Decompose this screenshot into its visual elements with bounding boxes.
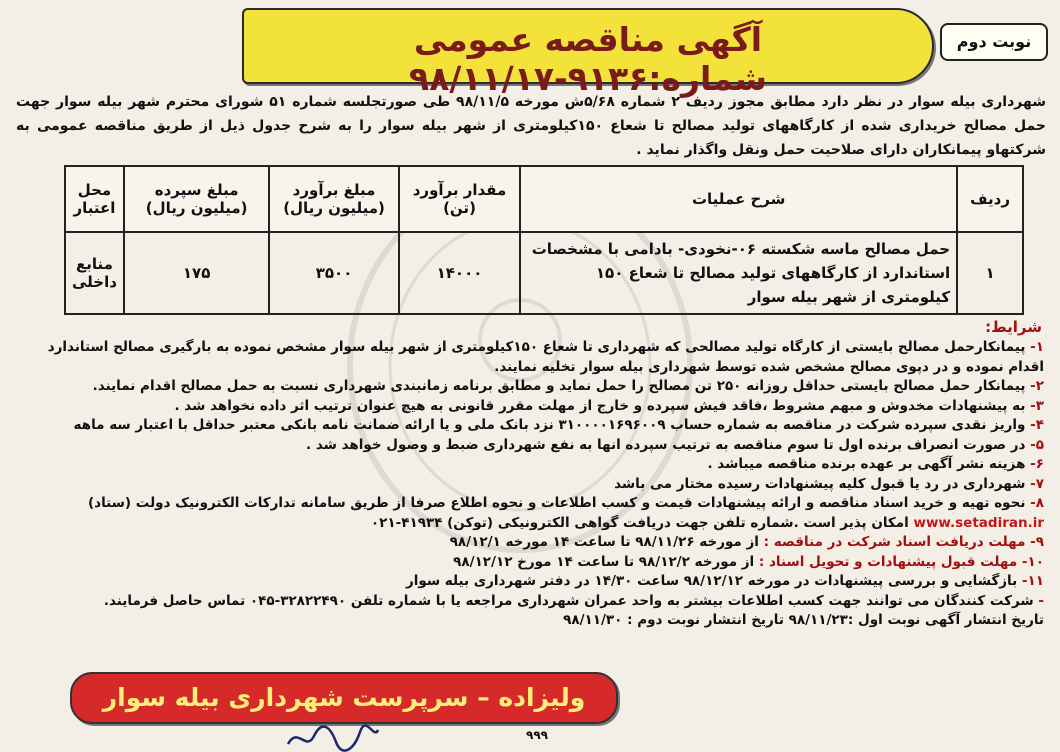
- condition-number: ۶-: [1030, 456, 1044, 472]
- condition-item: [14, 533, 1044, 553]
- signature-banner: ولیزاده – سرپرست شهرداری بیله سوار: [70, 672, 618, 724]
- cell-row: ۱: [957, 232, 1023, 314]
- condition-item: [14, 377, 1044, 397]
- condition-text: واریز نقدی سپرده شرکت در مناقصه به شماره حساب ۳۱۰۰۰۰۱۶۹۶۰۰۹ نزد بانک ملی و یا ارائه ضمانت نامه بانکی معتبر حداقل با اعتبار سه ماهه: [73, 417, 1026, 433]
- col-estimate: مبلغ برآورد (میلیون ریال): [269, 166, 398, 232]
- table-header-row: [65, 166, 1023, 232]
- round-badge: نوبت دوم: [940, 23, 1048, 61]
- notice-title: آگهی مناقصه عمومی شماره:۹۱۳۶-۹۸/۱۱/۱۷: [409, 20, 767, 98]
- condition-item: [14, 397, 1044, 417]
- cell-estimate: ۳۵۰۰: [269, 232, 398, 314]
- handwritten-mark: [284, 722, 380, 752]
- intro-paragraph: شهرداری بیله سوار در نظر دارد مطابق مجوز ردیف ۲ شماره ۵/۶۸ش مورخه ۹۸/۱۱/۵ طی صورتجلسه شماره ۵۱ شورای محترم شهر بیله سوار جهت حمل مصالح خریداری شده از کارگاههای تولید مصالح تا شعاع ۱۵۰کیلومتری از شهر بیله سوار را به شرح جدول ذیل از طریق مناقصه عمومی به شرکتهاو پیمانکاران دارای صلاحیت حمل ونقل واگذار نماید .: [16, 94, 1047, 158]
- condition-item: [14, 494, 1044, 533]
- col-deposit: مبلغ سپرده (میلیون ریال): [124, 166, 269, 232]
- condition-text: به پیشنهادات مخدوش و مبهم مشروط ،فاقد فیش سپرده و خارج از مهلت مقرر قانونی به هیچ عنوان ترتیب اثر داده نخواهد شد .: [174, 397, 1026, 414]
- condition-number: -: [1038, 592, 1044, 609]
- cell-description: حمل مصالح ماسه شکسته ۰۶-نخودی- بادامی با مشخصات استاندارد از کارگاههای تولید مصالح تا شعاع ۱۵۰ کیلومتری از شهر بیله سوار: [520, 232, 957, 314]
- condition-item: [14, 416, 1044, 436]
- col-credit-source: محل اعتبار: [65, 166, 124, 232]
- conditions-list: [14, 338, 1044, 631]
- condition-number: ۸-: [1030, 495, 1044, 511]
- header: [8, 5, 1052, 98]
- publication-dates: [14, 611, 1044, 631]
- condition-text: تاریخ انتشار آگهی نوبت اول :۹۸/۱۱/۲۳ تاریخ انتشار نوبت دوم : ۹۸/۱۱/۳۰: [563, 612, 1044, 628]
- website-link[interactable]: www.setadiran.ir: [913, 514, 1044, 531]
- condition-item: [14, 436, 1044, 456]
- condition-label: مهلت قبول پیشنهادات و تحویل اسناد :: [758, 553, 1018, 570]
- cell-deposit: ۱۷۵: [124, 232, 269, 314]
- condition-label: مهلت دریافت اسناد شرکت در مناقصه :: [763, 534, 1026, 550]
- condition-text: امکان پذیر است .شماره تلفن جهت دریافت گواهی الکترونیکی (توکن) ۴۱۹۳۴-۰۲۱: [370, 514, 909, 531]
- operations-table: [64, 165, 1024, 315]
- conditions-heading: شرایط:: [985, 318, 1042, 336]
- condition-number: ۷-: [1030, 475, 1044, 492]
- condition-text: پیمانکار حمل مصالح بایستی حداقل روزانه ۲۵۰ تن مصالح را حمل نماید و مطابق برنامه زمانبندی شهرداری نسبت به حمل مصالح اقدام نمایند.: [92, 378, 1026, 394]
- condition-item: [14, 338, 1044, 377]
- condition-item: [14, 553, 1044, 573]
- condition-text: شرکت کنندگان می توانند جهت کسب اطلاعات بیشتر به واحد عمران شهرداری مراجعه یا با شماره تلفن ۳۲۸۲۲۴۹۰-۰۴۵ تماس حاصل فرمایند.: [103, 592, 1034, 609]
- condition-number: ۱-: [1030, 339, 1044, 355]
- condition-number: ۵-: [1030, 436, 1044, 453]
- condition-number: ۳-: [1030, 397, 1044, 414]
- condition-text: در صورت انصراف برنده اول تا سوم مناقصه به ترتیب سپرده انها به نفع شهرداری ضبط و وصول خواهد شد .: [306, 436, 1026, 453]
- cell-credit-source: منابع داخلی: [65, 232, 124, 314]
- condition-number: ۹-: [1030, 534, 1044, 550]
- condition-number: ۲-: [1030, 378, 1044, 394]
- table-row: [65, 232, 1023, 314]
- condition-text: پیمانکارحمل مصالح بایستی از کارگاه تولید مصالحی که شهرداری تا شعاع ۱۵۰کیلومتری از شهر بیله سوار مشخص نموده به بارگیری مصالح استاندارد اقدام نموده و در دپوی مصالح مشخص شده توسط شهرداری بیله سوار تخلیه نمایند.: [47, 339, 1044, 375]
- condition-text: از مورخه ۹۸/۱۲/۲ تا ساعت ۱۴ مورخ ۹۸/۱۲/۱۲: [453, 553, 755, 570]
- cell-quantity: ۱۴۰۰۰: [399, 232, 520, 314]
- condition-item: [14, 455, 1044, 475]
- condition-text: هزینه نشر آگهی بر عهده برنده مناقصه میباشد .: [707, 456, 1026, 472]
- col-quantity: مقدار برآورد (تن): [399, 166, 520, 232]
- condition-item: [14, 592, 1044, 612]
- condition-item: [14, 572, 1044, 592]
- condition-text: بازگشایی و بررسی پیشنهادات در مورخه ۹۸/۱۲/۱۲ ساعت ۱۴/۳۰ در دفتر شهرداری بیله سوار: [405, 573, 1018, 589]
- col-description: شرح عملیات: [520, 166, 957, 232]
- condition-text: شهرداری در رد یا قبول کلیه پیشنهادات رسیده مختار می باشد: [614, 475, 1026, 492]
- col-row: ردیف: [957, 166, 1023, 232]
- page-number: ۹۹۹: [526, 728, 548, 742]
- condition-text: نحوه تهیه و خرید اسناد مناقصه و ارائه پیشنهادات قیمت و کسب اطلاعات و نحوه اطلاع صرفا از طریق سامانه تدارکات الکترونیک دولت (ستاد): [87, 495, 1026, 511]
- condition-number: ۱۰-: [1021, 553, 1044, 570]
- condition-number: ۱۱-: [1021, 573, 1044, 589]
- condition-number: ۴-: [1030, 417, 1044, 433]
- title-banner: [242, 8, 934, 98]
- condition-text: از مورخه ۹۸/۱۱/۲۶ تا ساعت ۱۴ مورخه ۹۸/۱۲/۱: [449, 534, 759, 550]
- condition-item: [14, 475, 1044, 495]
